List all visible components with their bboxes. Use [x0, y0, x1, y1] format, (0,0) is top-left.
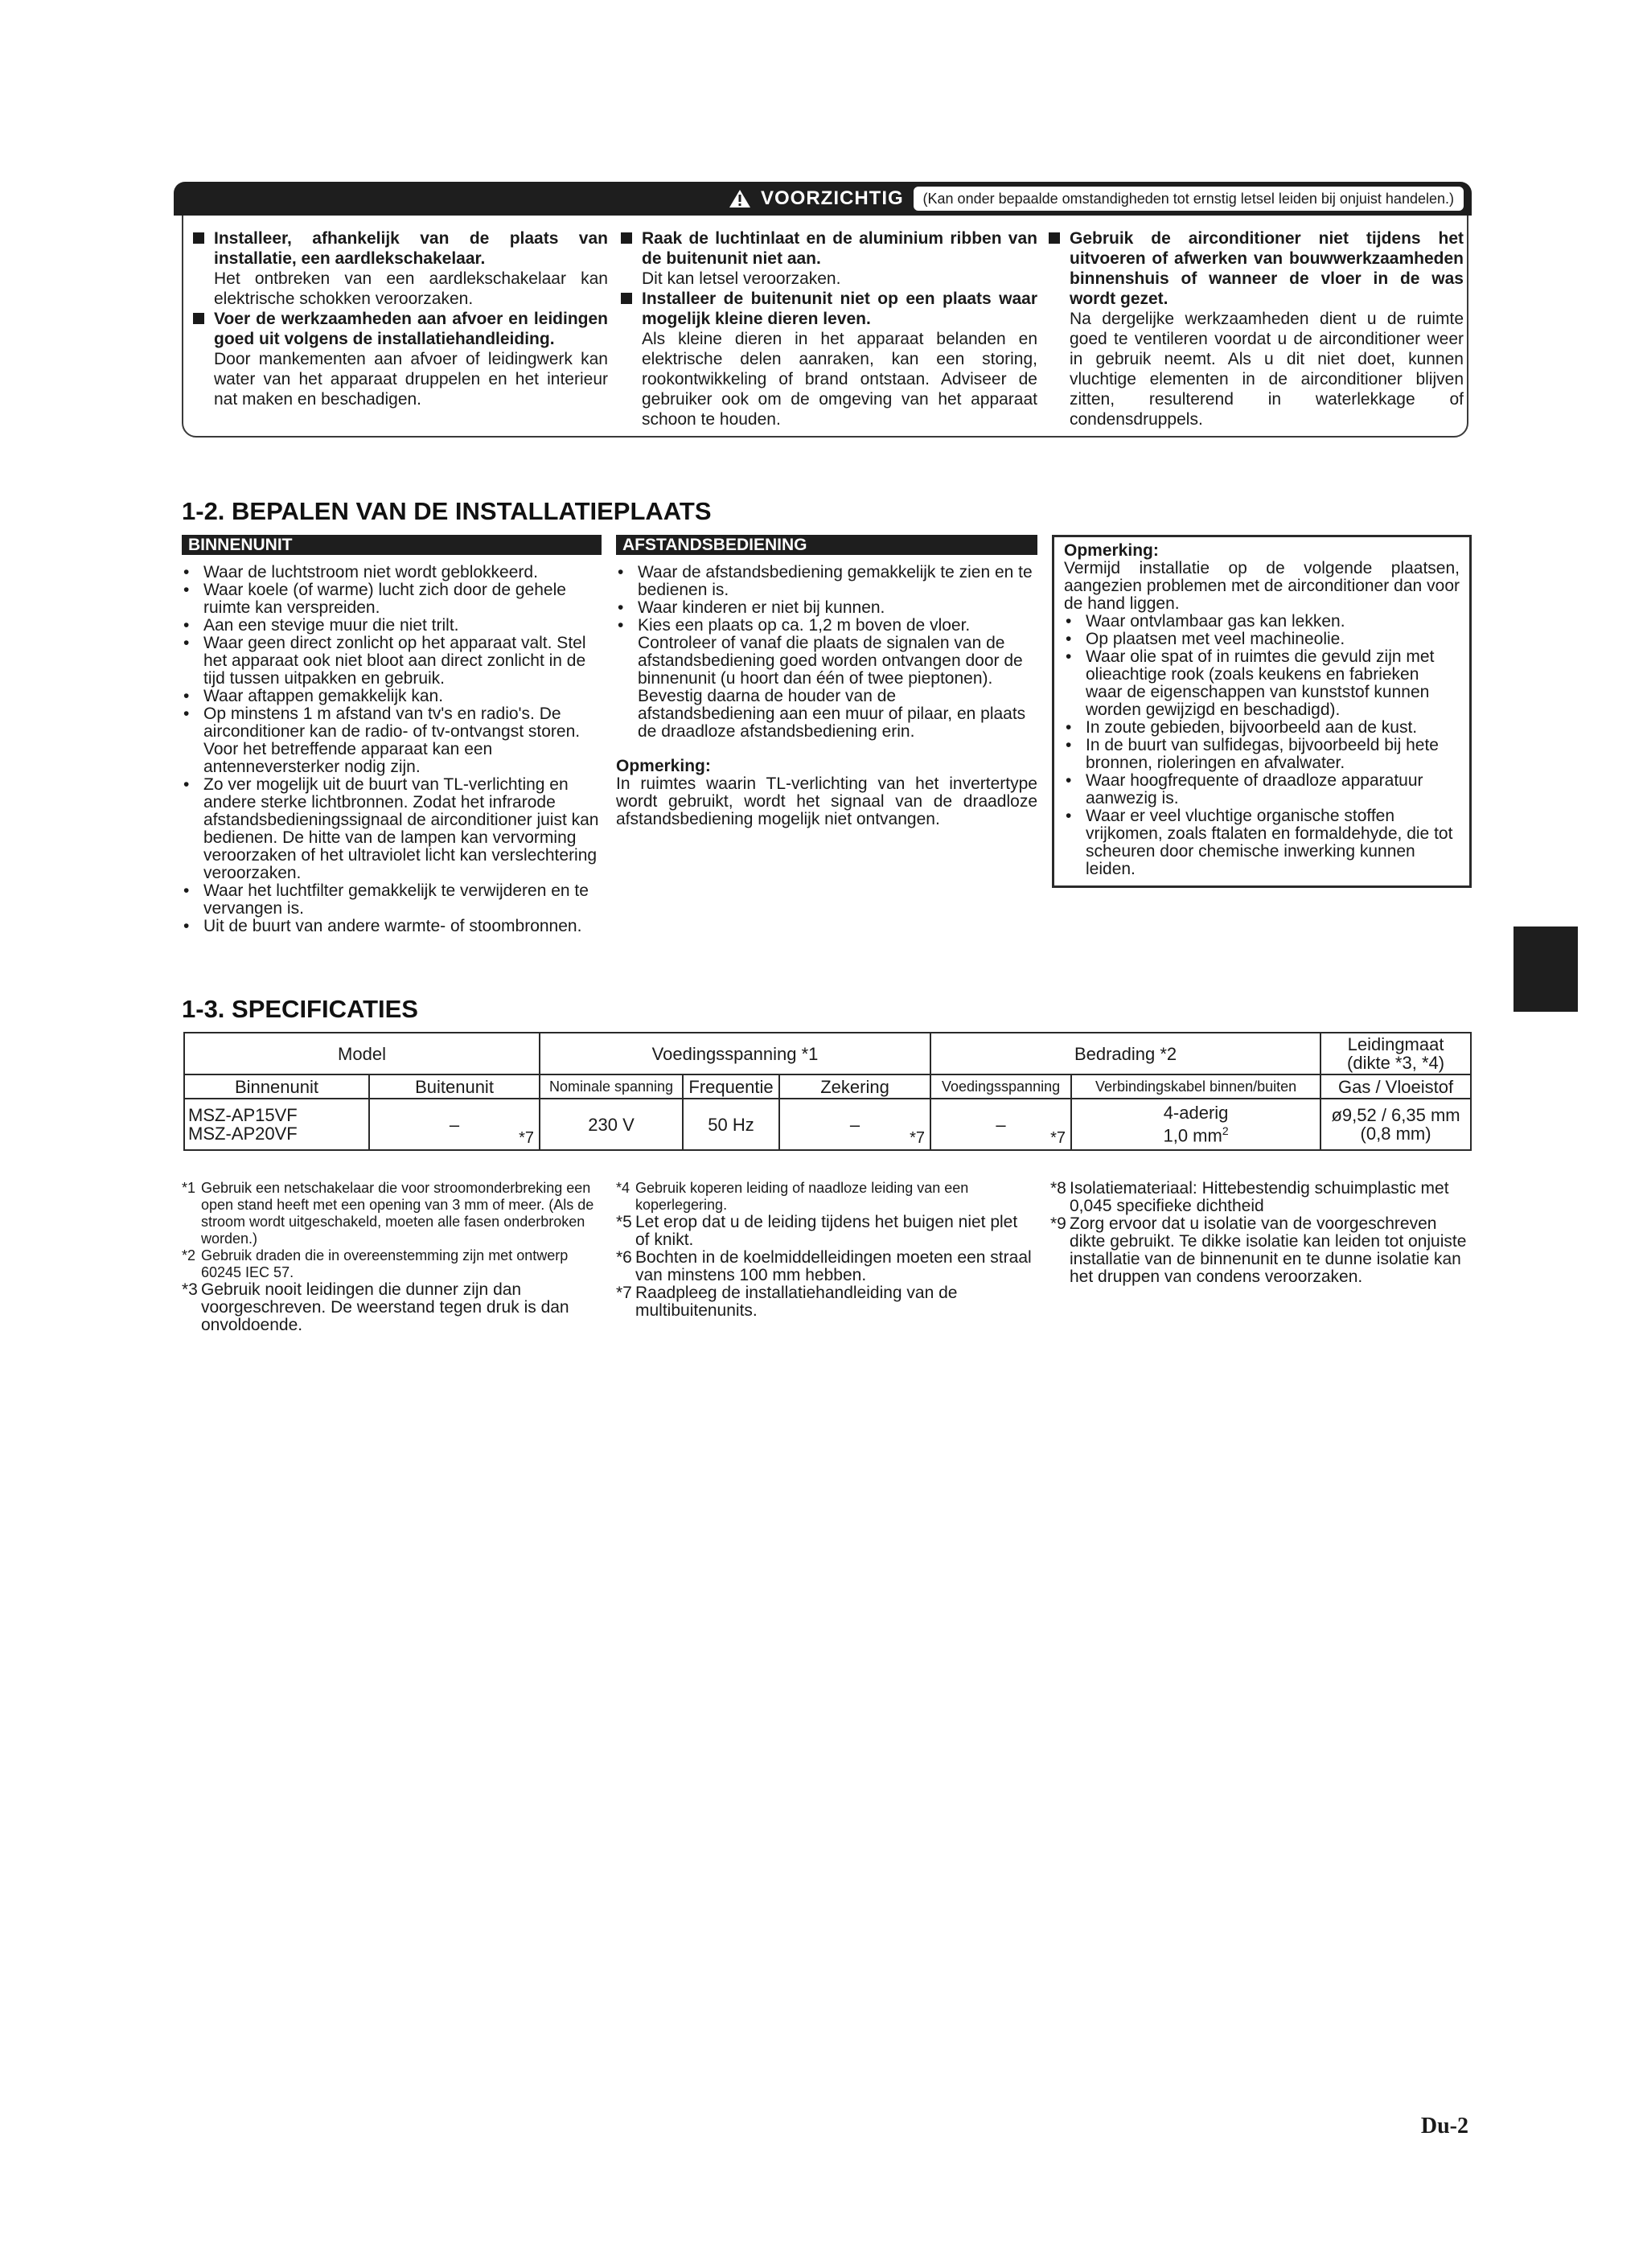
note-body: In ruimtes waarin TL-verlichting van het invertertype wordt gebruikt, wordt het signaal van de draadloze afstandsbediening mogelijk niet ontvangen. [616, 774, 1037, 828]
specifications-table [183, 1032, 1472, 1151]
remote-control-note [616, 758, 1037, 828]
footnote: *7 Raadpleeg de installatiehandleiding van de multibuitenunits. [616, 1284, 958, 1320]
list-item: • Waar er veel vluchtige organische stoffen vrijkomen, zoals ftalaten en formaldehyde, die tot scheuren door chemische inwerking kunnen leiden. [1066, 807, 1453, 878]
cell-outdoor [369, 1099, 540, 1150]
pipe-thickness: (0,8 mm) [1360, 1124, 1431, 1144]
footnote: *6 Bochten in de koelmiddelleidingen moeten een straal van minstens 100 mm hebben. [616, 1248, 1032, 1284]
caution-item-title: Installeer de buitenunit niet op een plaats waar mogelijk kleine dieren leven. [642, 290, 1037, 328]
caution-subtitle: (Kan onder bepaalde omstandigheden tot ernstig letsel leiden bij onjuist handelen.) [922, 190, 1454, 207]
caution-item-body: Als kleine dieren in het apparaat belanden en elektrische delen aanraken, kan een storing, rookontwikkeling of brand ontstaan. Adviseer de gebruiker ook om de omgeving van het apparaat schoon te houden. [642, 330, 1037, 429]
table-row [184, 1099, 1471, 1150]
subheader-fuse: Zekering [779, 1074, 930, 1099]
subheader-indoor: Binnenunit [184, 1074, 369, 1099]
table-subheader-row [184, 1074, 1471, 1099]
footnote: *4 Gebruik koperen leiding of naadloze leiding van een koperlegering. [616, 1180, 969, 1213]
cable-cores: 4-aderig [1163, 1103, 1229, 1124]
header-power-supply: Voedingsspanning *1 [540, 1033, 930, 1074]
caution-column-2 [618, 228, 1037, 429]
caution-title: VOORZICHTIG [761, 187, 904, 209]
square-bullet-icon [193, 232, 204, 244]
remote-control-header: AFSTANDSBEDIENING [616, 535, 1037, 555]
cell-voltage: 230 V [540, 1099, 683, 1150]
square-bullet-icon [621, 293, 632, 304]
footnote: *3 Gebruik nooit leidingen die dunner zijn dan voorgeschreven. De weerstand tegen druk is dan onvoldoende. [182, 1280, 569, 1334]
note-title: Opmerking: [616, 757, 711, 775]
warning-icon [729, 189, 751, 208]
section-title-installation-location: 1-2. BEPALEN VAN DE INSTALLATIEPLAATS [182, 497, 712, 525]
section-title-specifications: 1-3. SPECIFICATIES [182, 995, 418, 1023]
caution-item [1045, 228, 1464, 429]
list-item: • Waar kinderen er niet bij kunnen. [618, 598, 885, 617]
caution-subtitle-box [914, 187, 1464, 211]
subheader-gas-liquid: Gas / Vloeistof [1320, 1074, 1471, 1099]
fuse-value: – [849, 1114, 860, 1135]
note-intro: Vermijd installatie op de volgende plaatsen, aangezien problemen met de airconditioner dan voor de hand liggen. [1064, 559, 1460, 613]
note-list [1064, 613, 1460, 878]
footnote: *9 Zorg ervoor dat u isolatie van de voorgeschreven dikte gebruikt. Te dikke isolatie kan leiden tot onjuiste installatie van de binnenunit en te dunne isolatie kan het druppen van condens veroorzaken. [1050, 1214, 1467, 1286]
list-item: • Aan een stevige muur die niet trilt. [183, 616, 459, 635]
list-item: • In zoute gebieden, bijvoorbeeld aan de kust. [1066, 718, 1418, 737]
caution-item-title: Installeer, afhankelijk van de plaats van installatie, een aardlekschakelaar. [214, 229, 608, 268]
footnotes-column-3 [1050, 1180, 1468, 1286]
header-wiring: Bedrading *2 [930, 1033, 1320, 1074]
list-item: • Zo ver mogelijk uit de buurt van TL-verlichting en andere sterke lichtbronnen. Zodat het infrarode afstandsbedieningssignaal de airconditioner juist kan bedienen. De hitte van de lampen kan vervorming veroorzaken of het ultraviolet licht kan verslechtering veroorzaken. [183, 775, 599, 882]
remote-control-list [616, 564, 1037, 741]
cell-frequency: 50 Hz [683, 1099, 779, 1150]
list-item: • Waar het luchtfilter gemakkelijk te verwijderen en te vervangen is. [183, 881, 589, 918]
list-item: • Waar aftappen gemakkelijk kan. [183, 687, 444, 705]
chapter-tab-marker [1514, 927, 1578, 1012]
subheader-rated-voltage: Nominale spanning [540, 1074, 683, 1099]
model-name: MSZ-AP15VF [188, 1105, 298, 1125]
caution-item-title: Voer de werkzaamheden aan afvoer en leidingen goed uit volgens de installatiehandleiding. [214, 310, 608, 348]
cell-fuse [779, 1099, 930, 1150]
list-item: • Waar olie spat of in ruimtes die gevuld zijn met olieachtige rook (zoals keukens en fabrieken waar de eigenschappen van kunststof kunnen worden gewijzigd en beschadigd). [1066, 647, 1435, 719]
header-pipe-size-line2: (dikte *3, *4) [1347, 1053, 1445, 1073]
list-item: • Op plaatsen met veel machineolie. [1066, 630, 1345, 648]
caution-item [190, 309, 608, 409]
table-header-row [184, 1033, 1471, 1074]
power-supply-value: – [996, 1114, 1006, 1135]
list-item: • Waar ontvlambaar gas kan lekken. [1066, 612, 1345, 631]
footnotes-column-2 [616, 1180, 1034, 1320]
square-bullet-icon [193, 313, 204, 324]
subheader-connection-cable: Verbindingskabel binnen/buiten [1071, 1074, 1320, 1099]
header-pipe-size [1320, 1033, 1471, 1074]
caution-item-title: Gebruik de airconditioner niet tijdens het uitvoeren of afwerken van bouwwerkzaamheden binnenshuis of wanneer de vloer in de was wordt gezet. [1070, 229, 1464, 308]
square-bullet-icon [621, 232, 632, 244]
list-item: • Waar de afstandsbediening gemakkelijk te zien en te bedienen is. [618, 563, 1033, 599]
list-item: • Waar hoogfrequente of draadloze apparatuur aanwezig is. [1066, 771, 1423, 807]
cell-connection-cable [1071, 1099, 1320, 1150]
caution-item-body: Het ontbreken van een aardlekschakelaar kan elektrische schokken veroorzaken. [214, 269, 608, 308]
list-item: • In de buurt van sulfidegas, bijvoorbeeld bij hete bronnen, rioleringen en afvalwater. [1066, 736, 1439, 772]
model-name: MSZ-AP20VF [188, 1124, 298, 1144]
page-number: Du-2 [1420, 2114, 1468, 2139]
caution-column-3 [1045, 228, 1464, 429]
pipe-diameter: ø9,52 / 6,35 mm [1331, 1105, 1460, 1125]
caution-header [174, 182, 1472, 216]
caution-item-title: Raak de luchtinlaat en de aluminium ribben van de buitenunit niet aan. [642, 229, 1037, 268]
header-pipe-size-line1: Leidingmaat [1347, 1034, 1444, 1054]
footnote: *2 Gebruik draden die in overeenstemming zijn met ontwerp 60245 IEC 57. [182, 1247, 569, 1280]
footnote-ref: *7 [910, 1129, 926, 1147]
note-title: Opmerking: [1064, 541, 1159, 560]
caution-item [618, 289, 1037, 429]
footnote-ref: *7 [1050, 1129, 1066, 1147]
footnote: *5 Let erop dat u de leiding tijdens het buigen niet plet of knikt. [616, 1213, 1018, 1249]
caution-item-body: Na dergelijke werkzaamheden dient u de ruimte goed te ventileren voordat u de airconditioner weer in gebruik neemt. Als u dit niet doet, kunnen vluchtige elementen in de airconditioner blijven zitten, resulterend in waterlekkage of condensdruppels. [1070, 310, 1464, 429]
footnote: *8 Isolatiemateriaal: Hittebestendig schuimplastic met 0,045 specifieke dichtheid [1050, 1179, 1449, 1215]
subheader-power-supply: Voedingsspanning [930, 1074, 1071, 1099]
footnote-ref: *7 [519, 1129, 535, 1147]
cell-power-supply [930, 1099, 1071, 1150]
footnotes-column-1 [182, 1180, 600, 1334]
list-item: • Waar koele (of warme) lucht zich door de gehele ruimte kan verspreiden. [183, 581, 566, 617]
subheader-frequency: Frequentie [683, 1074, 779, 1099]
indoor-unit-header: BINNENUNIT [182, 535, 602, 555]
list-item: • Waar de luchtstroom niet wordt geblokkeerd. [183, 563, 538, 581]
caution-item-body: Door mankementen aan afvoer of leidingwerk kan water van het apparaat druppelen en het interieur nat maken en beschadigen. [214, 350, 608, 409]
subheader-outdoor: Buitenunit [369, 1074, 540, 1099]
header-model: Model [184, 1033, 540, 1074]
footnote: *1 Gebruik een netschakelaar die voor stroomonderbreking een open stand heeft met een opening van 3 mm of meer. (Als de stroom wordt uitgeschakeld, moeten alle fasen onderbroken worden.) [182, 1180, 594, 1247]
list-item: • Op minstens 1 m afstand van tv's en radio's. De airconditioner kan de radio- of tv-ontvangst storen. Voor het betreffende apparaat kan een antenneversterker nodig zijn. [183, 705, 581, 776]
caution-column-1 [190, 228, 608, 409]
square-bullet-icon [1049, 232, 1060, 244]
cell-pipe-size [1320, 1099, 1471, 1150]
installation-note-box [1052, 535, 1472, 888]
list-item: • Kies een plaats op ca. 1,2 m boven de vloer. Controleer of vanaf die plaats de signalen van de afstandsbediening goed worden ontvangen door de binnenunit (u hoort dan één of twee pieptonen). Bevestig daarna de houder van de afstandsbediening aan een muur of pilaar, en plaats de draadloze afstandsbediening erin. [618, 616, 1026, 741]
cell-models [184, 1099, 369, 1150]
outdoor-value: – [449, 1114, 460, 1135]
list-item: • Waar geen direct zonlicht op het apparaat valt. Stel het apparaat ook niet bloot aan direct zonlicht in de tijd tussen uitpakken en gebruik. [183, 634, 586, 688]
caution-item-body: Dit kan letsel veroorzaken. [642, 269, 841, 288]
caution-item [618, 228, 1037, 289]
list-item: • Uit de buurt van andere warmte- of stoombronnen. [183, 917, 582, 935]
indoor-unit-list [182, 564, 602, 935]
caution-item [190, 228, 608, 309]
cable-size: 1,0 $mm^2$ [1163, 1124, 1229, 1146]
